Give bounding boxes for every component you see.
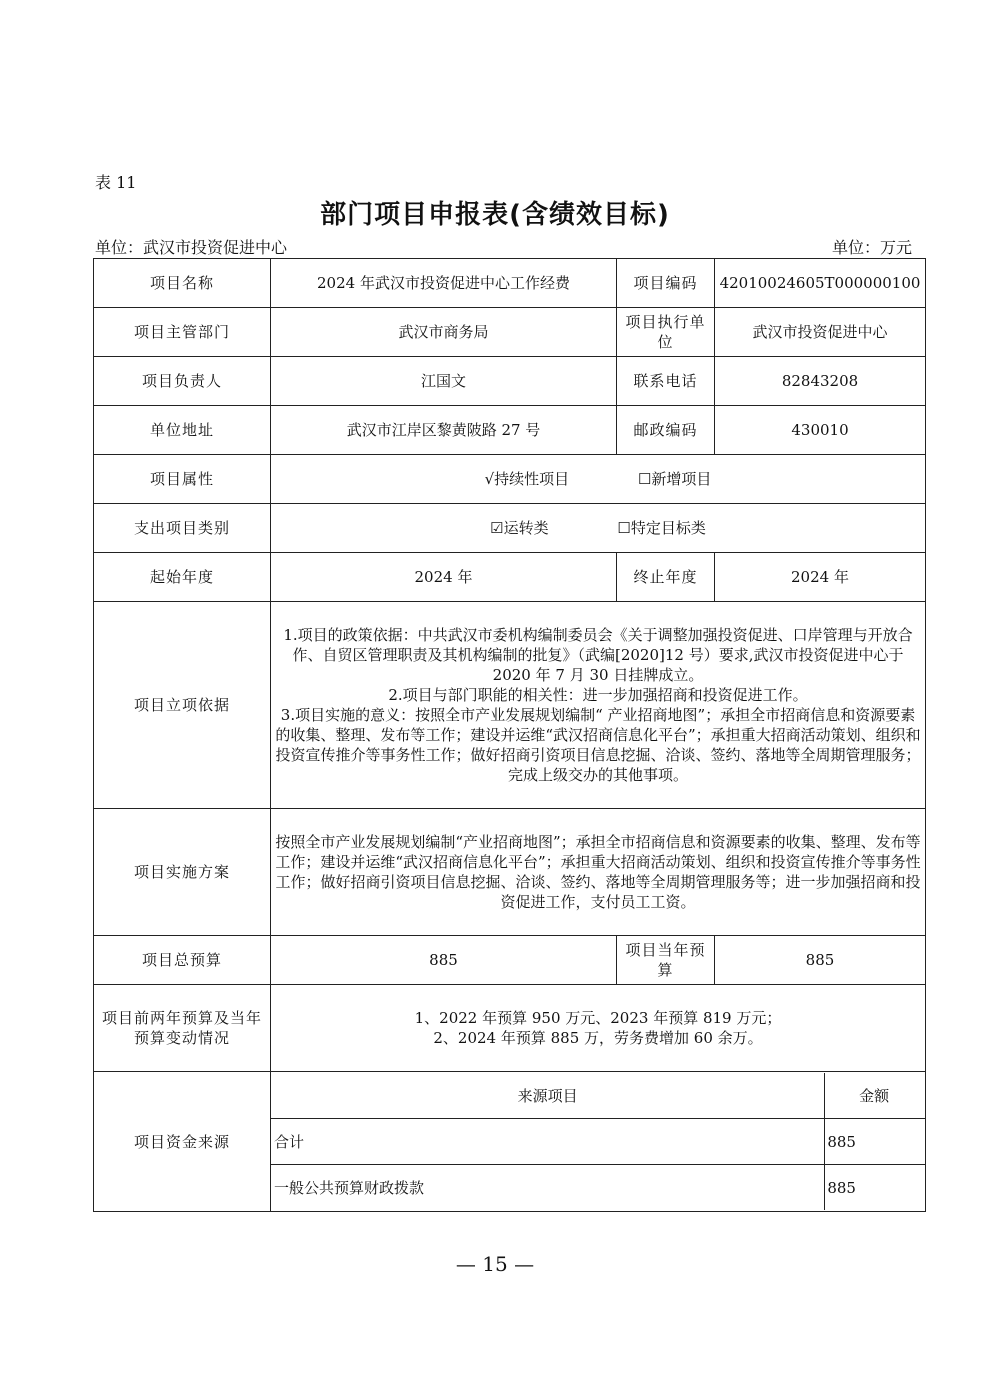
page-title: 部门项目申报表(含绩效目标) [320,200,670,230]
plan-label: 项目实施方案 [94,809,271,936]
attr-label: 项目属性 [94,455,271,504]
project-name-value: 2024 年武汉市投资促进中心工作经费 [271,259,617,308]
fund-total-value: 885 [825,1119,925,1165]
table-row [94,259,926,308]
category-option-specific: 特定目标类 [630,519,706,537]
category-option-operation: 运转类 [503,519,549,537]
table-row [94,1072,926,1212]
fund-item-label: 一般公共预算财政拨款 [274,1178,425,1197]
phone-label: 联系电话 [617,357,715,406]
fund-source-table [271,1073,925,1210]
table-row [94,985,926,1072]
project-name-label: 项目名称 [94,259,271,308]
year-budget-value: 885 [715,936,926,985]
table-number: 表 11 [95,173,137,192]
checkbox-empty-icon[interactable]: ☐ [617,519,631,537]
prev-budget-text: 1、2022 年预算 950 万元、2023 年预算 819 万元； 2、2024 年预算 885 万，劳务费增加 60 余万。 [271,985,926,1072]
total-budget-label: 项目总预算 [94,936,271,985]
start-year-label: 起始年度 [94,553,271,602]
attr-option-continuing: 持续性项目 [494,470,570,488]
table-row [271,1119,925,1165]
fund-source-label: 项目资金来源 [94,1072,271,1212]
checkbox-empty-icon[interactable]: ☐ [637,470,652,488]
postcode-label: 邮政编码 [617,406,715,455]
table-row [94,455,926,504]
table-row [94,406,926,455]
address-label: 单位地址 [94,406,271,455]
fund-col-source-header: 来源项目 [271,1073,825,1119]
project-table [93,258,926,1212]
phone-value: 82843208 [715,357,926,406]
plan-text: 按照全市产业发展规划编制“产业招商地图”；承担全市招商信息和资源要素的收集、整理、发布等工作；建设并运维“武汉招商信息化平台”；承担重大招商活动策划、组织和投资宣传推介等事务性工作；做好招商引资项目信息挖掘、洽谈、签约、落地等全周期管理服务等；进一步加强招商和投资促进工作，支付员工工资。 [271,809,926,936]
prev-budget-label: 项目前两年预算及当年预算变动情况 [94,985,271,1072]
check-mark-icon[interactable]: √ [484,470,495,488]
attr-option-new: 新增项目 [651,470,712,488]
fund-col-amount-header: 金额 [825,1073,925,1119]
table-row [94,936,926,985]
end-year-value: 2024 年 [715,553,926,602]
table-row [271,1073,925,1119]
basis-text: 1.项目的政策依据：中共武汉市委机构编制委员会《关于调整加强投资促进、口岸管理与开放合作、自贸区管理职责及其机构编制的批复》（武编[2020]12 号）要求,武汉市投资促进中心于 2020 年 7 月 30 日挂牌成立。 2.项目与部门职能的相关性：进一步加强招商和投资促进工作。 3.项目实施的意义：按照全市产业发展规划编制“ 产业招商地图”；承担全市招商信息和资源要素的收集、整理、发布等工作；建设并运维“武汉招商信息化平台”；承担重大招商活动策划、组织和投资宣传推介等事务性工作；做好招商引资项目信息挖掘、洽谈、签约、落地等全周期管理服务；完成上级交办的其他事项。 [271,602,926,809]
start-year-value: 2024 年 [271,553,617,602]
currency-unit: 单位：万元 [831,238,912,257]
table-row [94,809,926,936]
year-budget-label: 项目当年预算 [617,936,715,985]
fund-total-label: 合计 [271,1119,825,1165]
table-row [94,602,926,809]
project-code-label: 项目编码 [617,259,715,308]
page-number: — 15 — [455,1252,535,1276]
leader-label: 项目负责人 [94,357,271,406]
basis-label: 项目立项依据 [94,602,271,809]
table-row [94,553,926,602]
table-row [94,308,926,357]
end-year-label: 终止年度 [617,553,715,602]
table-row [94,357,926,406]
table-row [94,504,926,553]
postcode-value: 430010 [715,406,926,455]
address-value: 武汉市江岸区黎黄陂路 27 号 [271,406,617,455]
reporting-unit: 单位：武汉市投资促进中心 [95,238,288,257]
fund-item-value: 885 [825,1165,925,1211]
attr-options [271,455,926,504]
fund-source-cell [271,1072,926,1212]
leader-value: 江国文 [271,357,617,406]
checkbox-checked-icon[interactable]: ☑ [490,519,504,537]
dept-value: 武汉市商务局 [271,308,617,357]
exec-unit-label: 项目执行单位 [617,308,715,357]
dept-label: 项目主管部门 [94,308,271,357]
total-budget-value: 885 [271,936,617,985]
category-options [271,504,926,553]
exec-unit-value: 武汉市投资促进中心 [715,308,926,357]
category-label: 支出项目类别 [94,504,271,553]
table-row [271,1165,925,1211]
project-code-value: 42010024605T000000100 [715,259,926,308]
